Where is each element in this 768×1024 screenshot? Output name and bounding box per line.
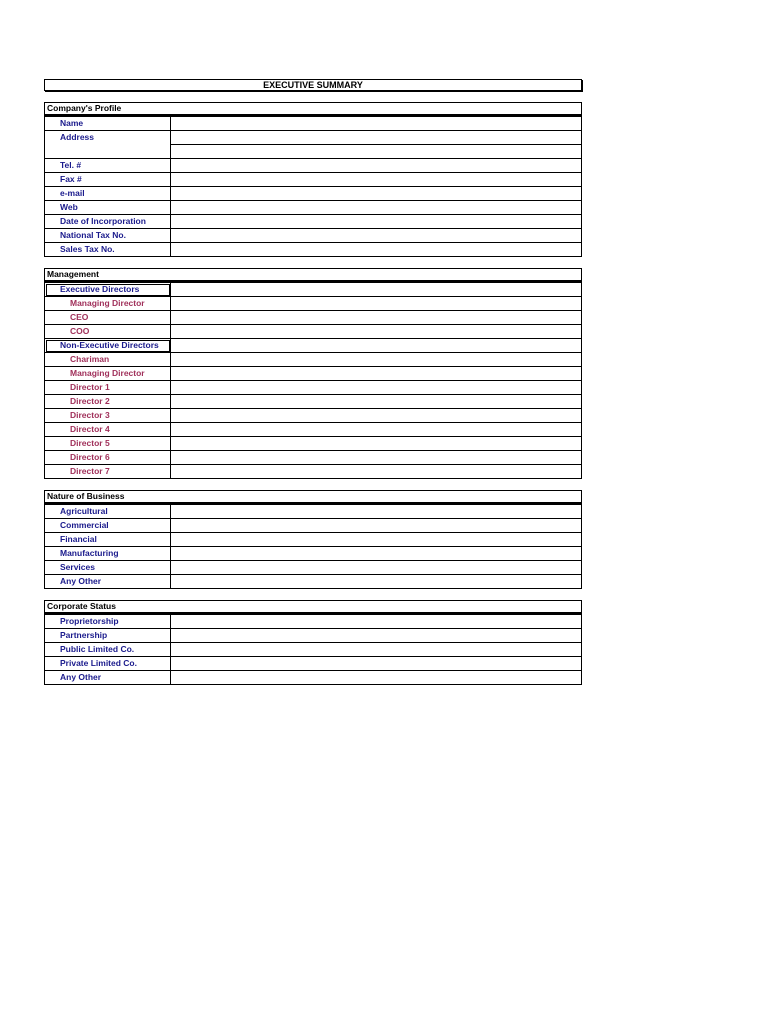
management-heading: Management [44,268,582,282]
nature-item-value[interactable] [171,519,582,533]
stn-label: Sales Tax No. [45,243,171,257]
nonexec-item-value[interactable] [171,367,582,381]
company-profile-table [44,116,582,257]
ntn-label: National Tax No. [45,229,171,243]
nonexec-item-value[interactable] [171,451,582,465]
corporate-status-section [44,600,582,685]
nature-item-value[interactable] [171,575,582,589]
nature-item-value[interactable] [171,505,582,519]
ntn-value[interactable] [171,229,582,243]
address-value-line-2[interactable] [171,145,582,159]
nonexec-item-label: Director 4 [45,423,171,437]
corporate-item-label: Private Limited Co. [45,657,171,671]
address-label: Address [45,131,171,159]
nature-item-value[interactable] [171,561,582,575]
nonexec-item-label: Director 2 [45,395,171,409]
web-value[interactable] [171,201,582,215]
nature-item-label: Financial [45,533,171,547]
nonexec-item-label: Director 5 [45,437,171,451]
email-value[interactable] [171,187,582,201]
corporate-item-value[interactable] [171,671,582,685]
executive-directors-label: Executive Directors [45,283,171,297]
executive-summary-sheet [44,79,582,685]
management-table [44,282,582,479]
incorporation-value[interactable] [171,215,582,229]
nonexec-item-value[interactable] [171,423,582,437]
corporate-item-label: Public Limited Co. [45,643,171,657]
corporate-status-table [44,614,582,685]
exec-item-value[interactable] [171,325,582,339]
executive-directors-value[interactable] [171,283,582,297]
exec-item-label: CEO [45,311,171,325]
non-executive-directors-value[interactable] [171,339,582,353]
nature-of-business-table [44,504,582,589]
nonexec-item-value[interactable] [171,437,582,451]
nature-item-label: Manufacturing [45,547,171,561]
management-section [44,268,582,479]
nature-item-label: Commercial [45,519,171,533]
nonexec-item-value[interactable] [171,409,582,423]
nature-of-business-heading: Nature of Business [44,490,582,504]
tel-value[interactable] [171,159,582,173]
exec-item-value[interactable] [171,297,582,311]
company-profile-heading: Company's Profile [44,102,582,116]
exec-item-label: Managing Director [45,297,171,311]
address-value-line-1[interactable] [171,131,582,145]
corporate-status-heading: Corporate Status [44,600,582,614]
company-profile-section [44,102,582,257]
nonexec-item-label: Director 7 [45,465,171,479]
nature-of-business-section [44,490,582,589]
nonexec-item-label: Director 3 [45,409,171,423]
name-label: Name [45,117,171,131]
nature-item-label: Services [45,561,171,575]
nonexec-item-value[interactable] [171,395,582,409]
corporate-item-label: Proprietorship [45,615,171,629]
exec-item-value[interactable] [171,311,582,325]
sheet-title: EXECUTIVE SUMMARY [44,79,582,91]
nonexec-item-value[interactable] [171,353,582,367]
nonexec-item-value[interactable] [171,465,582,479]
non-executive-directors-label: Non-Executive Directors [45,339,171,353]
corporate-item-value[interactable] [171,615,582,629]
corporate-item-value[interactable] [171,643,582,657]
fax-value[interactable] [171,173,582,187]
stn-value[interactable] [171,243,582,257]
nature-item-value[interactable] [171,533,582,547]
nature-item-label: Agricultural [45,505,171,519]
nonexec-item-value[interactable] [171,381,582,395]
corporate-item-label: Partnership [45,629,171,643]
nonexec-item-label: Director 6 [45,451,171,465]
nonexec-item-label: Director 1 [45,381,171,395]
exec-item-label: COO [45,325,171,339]
nature-item-label: Any Other [45,575,171,589]
incorporation-label: Date of Incorporation [45,215,171,229]
corporate-item-value[interactable] [171,629,582,643]
fax-label: Fax # [45,173,171,187]
nonexec-item-label: Managing Director [45,367,171,381]
corporate-item-label: Any Other [45,671,171,685]
nature-item-value[interactable] [171,547,582,561]
web-label: Web [45,201,171,215]
email-label: e-mail [45,187,171,201]
nonexec-item-label: Chariman [45,353,171,367]
name-value[interactable] [171,117,582,131]
corporate-item-value[interactable] [171,657,582,671]
tel-label: Tel. # [45,159,171,173]
